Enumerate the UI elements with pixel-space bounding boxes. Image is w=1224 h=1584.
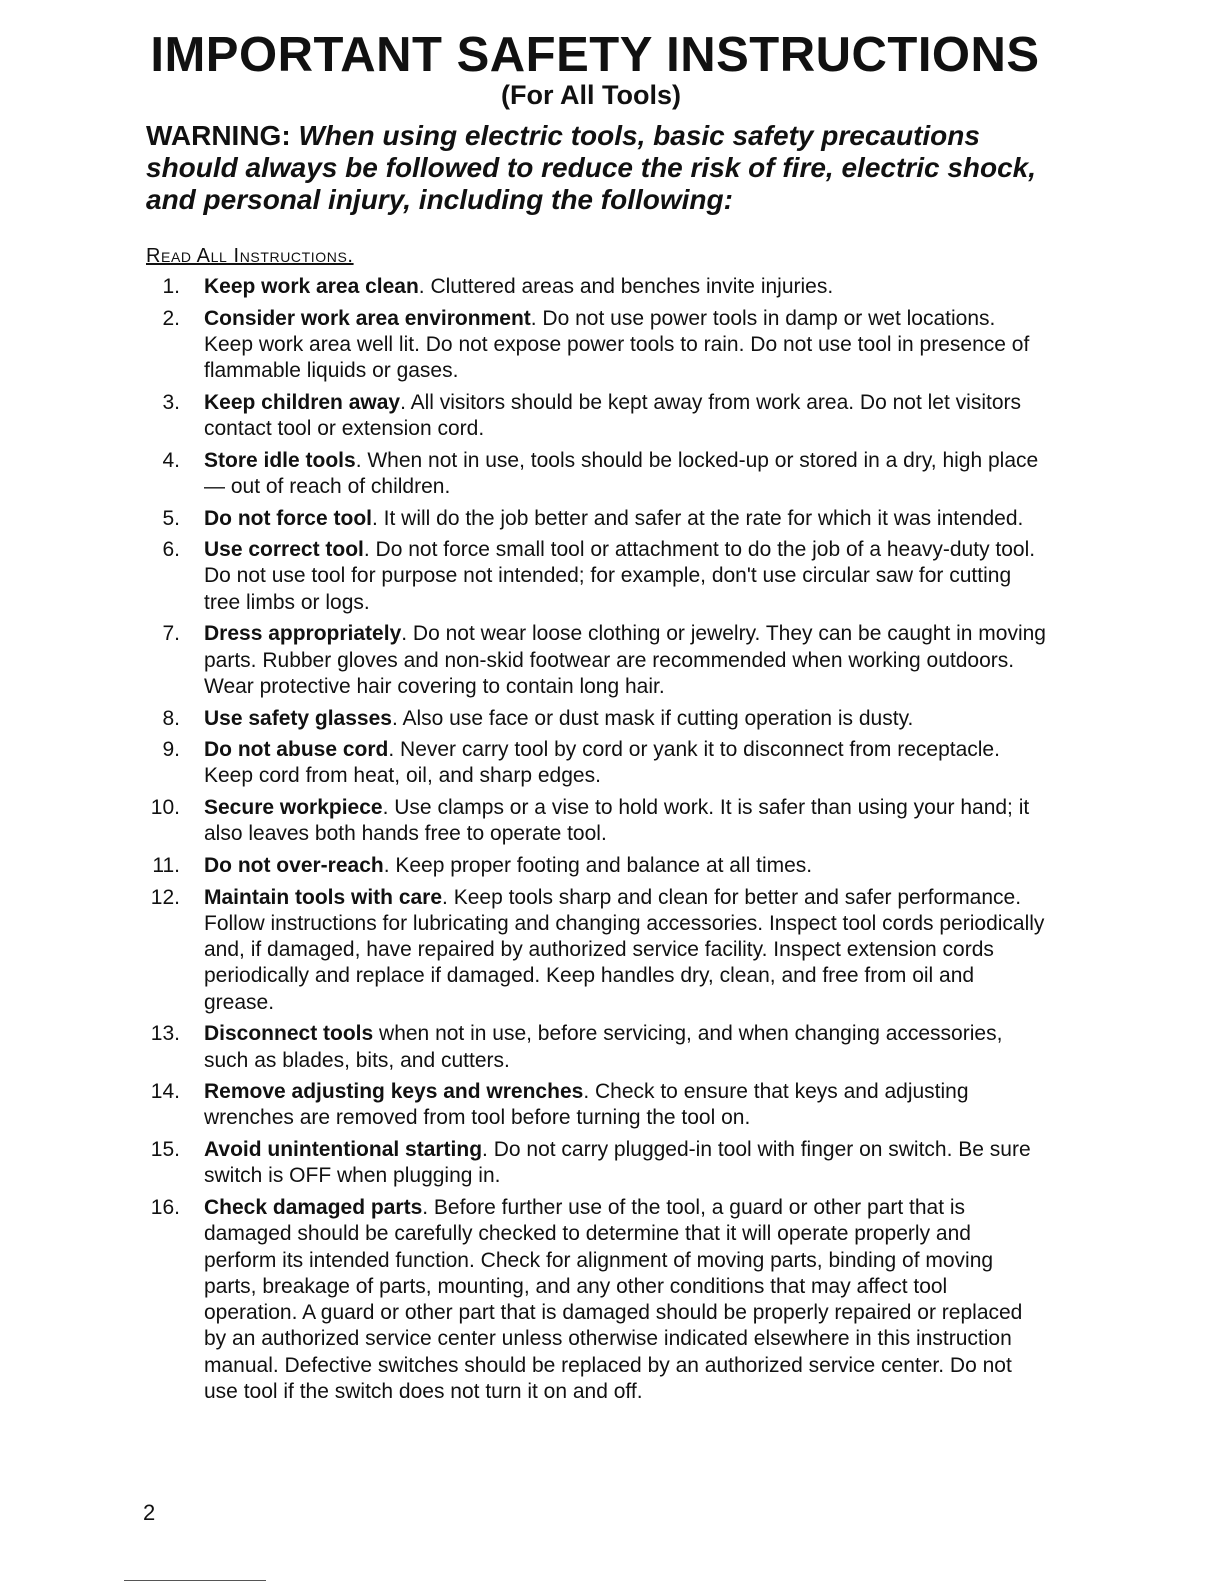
item-heading: Consider work area environment [204,306,531,330]
item-number: 12. [150,885,180,909]
item-number: 16. [150,1195,180,1219]
item-heading: Use safety glasses [204,706,392,730]
page-subtitle: (For All Tools) [501,80,681,110]
list-item [146,795,1046,848]
page-number: 2 [143,1500,156,1525]
item-heading: Keep children away [204,390,401,414]
item-text: . Before further use of the tool, a guard or other part that is damaged should be carefully checked to determine that it will operate properly and perform its intended function. Check for alignment of moving parts, binding of moving parts, breakage of parts, mounting, and any other conditions that may affect tool operation. A guard or other part that is damaged should be properly repaired or replaced by an authorized service center unless otherwise indicated elsewhere in this instruction manual. Defective switches should be replaced by an authorized service center. Do not use tool if the switch does not turn it on and off. [204,1195,1023,1404]
item-heading: Remove adjusting keys and wrenches [204,1080,584,1104]
item-text: . Do not carry plugged-in tool with finger on switch. Be sure switch is OFF when plugging in. [204,1138,1031,1188]
item-heading: Do not over-reach [204,853,384,877]
list-item [146,506,1046,532]
item-text: . Cluttered areas and benches invite injuries. [418,275,834,298]
item-heading: Avoid unintentional starting [204,1138,483,1162]
list-item [146,706,1046,732]
safety-instructions-list [146,274,1046,1411]
item-number: 15. [150,1138,180,1162]
item-text: . Also use face or dust mask if cutting operation is dusty. [391,706,914,730]
item-text: . Never carry tool by cord or yank it to disconnect from receptacle. Keep cord from heat, oil, and sharp edges. [204,738,1000,788]
footer-rule [124,1580,266,1581]
item-heading: Maintain tools with care [204,885,443,909]
item-text: . Use clamps or a vise to hold work. It is safer than using your hand; it also leaves both hands free to operate tool. [204,796,1030,846]
list-item [146,537,1046,616]
list-item [146,390,1046,443]
list-item [146,1195,1046,1405]
item-heading: Do not force tool [204,506,372,530]
item-heading: Store idle tools [204,448,356,472]
item-number: 4. [162,448,180,472]
item-heading: Dress appropriately [204,622,402,646]
list-item [146,306,1046,385]
item-number: 6. [162,538,180,562]
item-text: . Check to ensure that keys and adjusting wrenches are removed from tool before turning the tool on. [204,1080,969,1130]
item-heading: Disconnect tools [204,1022,374,1046]
item-text: . Do not wear loose clothing or jewelry. They can be caught in moving parts. Rubber gloves and non-skid footwear are recommended when working outdoors. Wear protective hair covering to contain long hair. [204,622,1046,698]
item-heading: Check damaged parts [204,1195,423,1219]
item-text: . It will do the job better and safer at the rate for which it was intended. [371,506,1024,530]
item-number: 10. [150,796,180,820]
item-number: 2. [162,306,180,330]
list-item [146,885,1046,1016]
item-heading: Use correct tool [204,538,364,562]
item-text: . Do not force small tool or attachment to do the job of a heavy-duty tool. Do not use tool for purpose not intended; for example, don't use circular saw for cutting tree limbs or logs. [204,538,1036,614]
item-number: 9. [162,738,180,762]
item-heading: Do not abuse cord [204,738,389,762]
item-text: . All visitors should be kept away from work area. Do not let visitors contact tool or extension cord. [204,390,1021,441]
item-text: when not in use, before servicing, and when changing accessories, such as blades, bits, and cutters. [204,1022,1003,1072]
list-item [146,1137,1046,1190]
item-text: . Do not use power tools in damp or wet locations. Keep work area well lit. Do not expose power tools to rain. Do not use tool in presence of flammable liquids or gases. [204,306,1030,383]
item-text: . When not in use, tools should be locked-up or stored in a dry, high place — out of reach of children. [204,448,1039,498]
item-number: 13. [150,1022,180,1046]
item-number: 1. [162,275,180,298]
list-item [146,737,1046,790]
item-heading: Keep work area clean [204,275,419,298]
warning-text: When using electric tools, basic safety precautions should always be followed to reduce the risk of fire, electric shock, and personal injury, including the following: [146,120,1037,215]
read-all-instructions: Read All Instructions. [146,245,354,267]
item-heading: Secure workpiece [204,796,383,820]
list-item [146,621,1046,700]
warning-block [146,120,1046,216]
item-text: . Keep tools sharp and clean for better and safer performance. Follow instructions for lubricating and changing accessories. Inspect tool cords periodically and, if damaged, have repaired by authorized service facility. Inspect extension cords periodically and replace if damaged. Keep handles dry, clean, and free from oil and grease. [204,885,1045,1014]
item-number: 14. [150,1080,180,1104]
item-number: 8. [162,706,180,730]
list-item [146,1079,1046,1132]
item-text: . Keep proper footing and balance at all times. [383,853,813,877]
item-number: 3. [162,390,180,414]
list-item [146,1021,1046,1074]
item-number: 7. [162,622,180,646]
item-number: 11. [152,853,180,877]
list-item [146,853,1046,879]
list-item [146,448,1046,501]
list-item [146,274,1046,300]
item-number: 5. [162,506,180,530]
warning-lead: WARNING: [146,120,291,151]
page-title: IMPORTANT SAFETY INSTRUCTIONS [150,28,1040,82]
